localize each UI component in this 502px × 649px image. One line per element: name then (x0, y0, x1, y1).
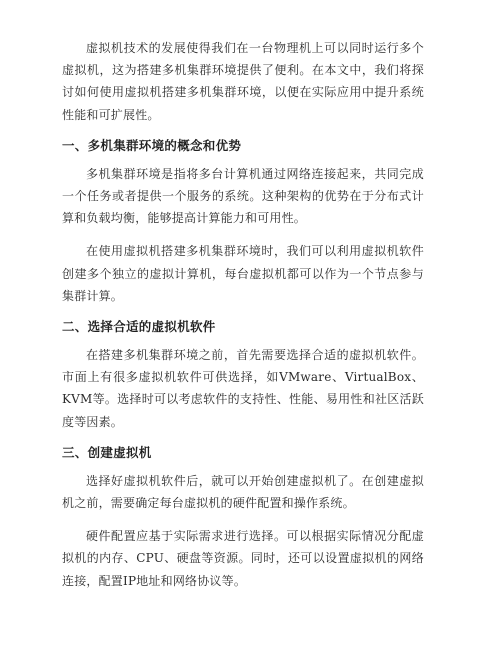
section-3-paragraph-1: 选择好虚拟机软件后，就可以开始创建虚拟机了。在创建虚拟机之前，需要确定每台虚拟机的硬件配置和操作系统。 (62, 473, 424, 511)
section-1-paragraph-2: 在使用虚拟机搭建多机集群环境时，我们可以利用虚拟机软件创建多个独立的虚拟计算机，每台虚拟机都可以作为一个节点参与集群计算。 (62, 244, 424, 303)
section-3-heading: 三、创建虚拟机 (62, 444, 152, 460)
section-2-heading: 二、选择合适的虚拟机软件 (62, 319, 216, 335)
intro-paragraph: 虚拟机技术的发展使得我们在一台物理机上可以同时运行多个虚拟机，这为搭建多机集群环境提供了便利。在本文中，我们将探讨如何使用虚拟机搭建多机集群环境，以便在实际应用中提升系统性能和可扩展性。 (62, 41, 424, 122)
section-3-paragraph-2: 硬件配置应基于实际需求进行选择。可以根据实际情况分配虚拟机的内存、CPU、硬盘等资源。同时，还可以设置虚拟机的网络连接，配置IP地址和网络协议等。 (62, 529, 424, 588)
section-1-paragraph-1: 多机集群环境是指将多台计算机通过网络连接起来，共同完成一个任务或者提供一个服务的系统。这种架构的优势在于分布式计算和负载均衡，能够提高计算能力和可用性。 (62, 166, 424, 226)
section-1-heading: 一、多机集群环境的概念和优势 (62, 137, 242, 153)
document-body (62, 37, 424, 592)
section-2-paragraph-1: 在搭建多机集群环境之前，首先需要选择合适的虚拟机软件。市面上有很多虚拟机软件可供选择，如VMware、VirtualBox、KVM等。选择时可以考虑软件的支持性、性能、易用性和社区活跃度等因素。 (62, 348, 424, 429)
